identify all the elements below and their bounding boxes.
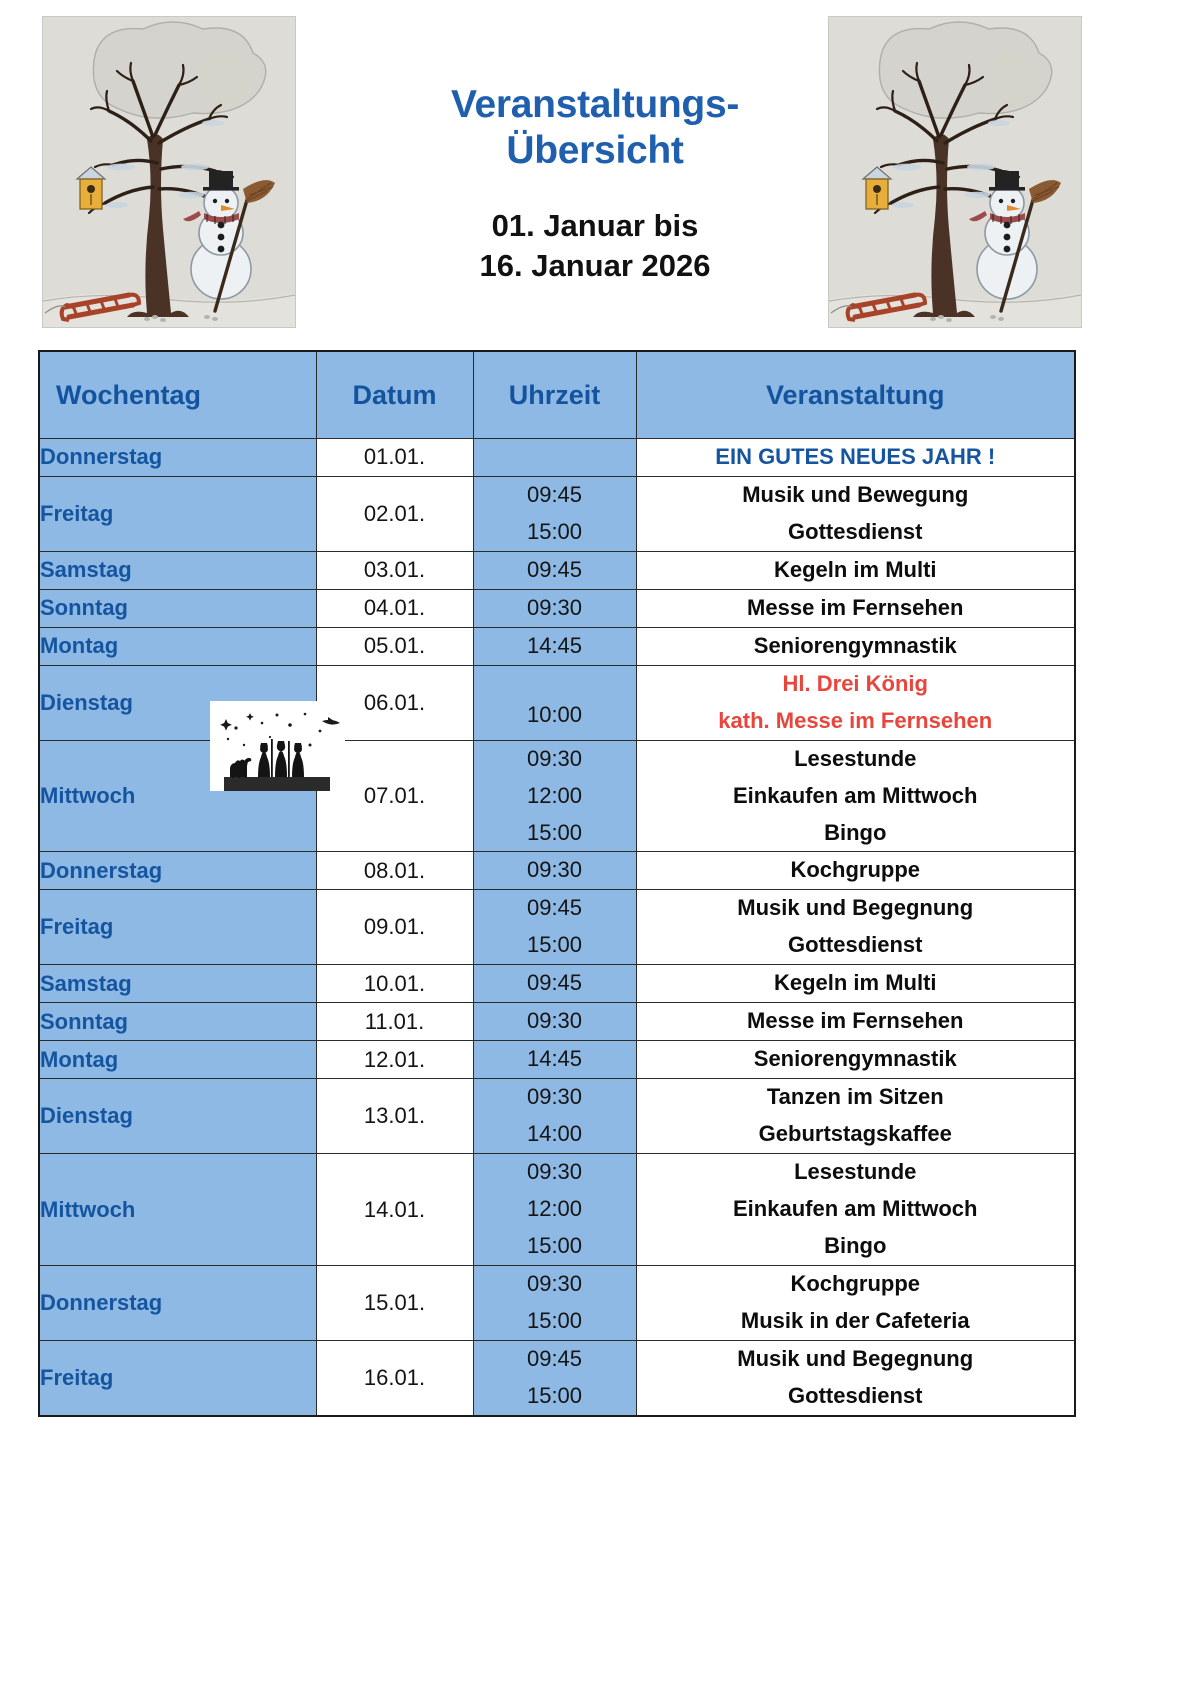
cell-event	[636, 1041, 1075, 1079]
time-entry: 09:45	[526, 556, 583, 582]
cell-weekday: Dienstag	[39, 665, 316, 740]
cell-event	[636, 1154, 1075, 1266]
table-row	[39, 551, 1075, 589]
table-row	[39, 965, 1075, 1003]
cell-date: 02.01.	[316, 476, 473, 551]
column-header-date: Datum	[316, 351, 473, 439]
cell-weekday: Samstag	[39, 551, 316, 589]
cell-time	[473, 1340, 636, 1415]
table-row	[39, 1003, 1075, 1041]
event-entry: Kegeln im Multi	[773, 556, 937, 582]
cell-event	[636, 1079, 1075, 1154]
time-entry: 15:00	[526, 1307, 583, 1333]
page-header	[0, 0, 1190, 340]
event-entry: kath. Messe im Fernsehen	[718, 707, 993, 733]
table-row	[39, 890, 1075, 965]
event-entry: Kochgruppe	[790, 857, 921, 883]
time-entry: 14:45	[526, 1046, 583, 1072]
event-entry: Musik und Begegnung	[737, 1345, 974, 1371]
table-row	[39, 439, 1075, 477]
cell-event	[636, 1265, 1075, 1340]
table-head	[39, 351, 1075, 439]
column-header-event: Veranstaltung	[636, 351, 1075, 439]
cell-time	[473, 852, 636, 890]
event-entry: Lesestunde	[794, 745, 917, 771]
cell-event	[636, 439, 1075, 477]
event-entry: Musik in der Cafeteria	[740, 1307, 970, 1333]
event-entry: Tanzen im Sitzen	[766, 1084, 944, 1110]
column-header-time: Uhrzeit	[473, 351, 636, 439]
cell-event	[636, 965, 1075, 1003]
time-entry: 15:00	[526, 518, 583, 544]
cell-event	[636, 589, 1075, 627]
cell-date: 04.01.	[316, 589, 473, 627]
table-row	[39, 1041, 1075, 1079]
table-row	[39, 476, 1075, 551]
title-block	[330, 82, 860, 287]
time-entry: 09:30	[526, 857, 583, 883]
cell-date: 13.01.	[316, 1079, 473, 1154]
time-entry: 09:30	[526, 594, 583, 620]
page-title-line1: Veranstaltungs-	[450, 83, 740, 126]
event-entry: Kegeln im Multi	[773, 970, 937, 996]
time-entry: 10:00	[526, 702, 583, 728]
cell-date: 03.01.	[316, 551, 473, 589]
cell-event	[636, 852, 1075, 890]
cell-date: 06.01.	[316, 665, 473, 740]
table-header-row	[39, 351, 1075, 439]
date-range-line2: 16. Januar 2026	[479, 248, 711, 284]
cell-date: 11.01.	[316, 1003, 473, 1041]
table-row	[39, 665, 1075, 740]
page-title-line2: Übersicht	[506, 129, 684, 173]
cell-time	[473, 627, 636, 665]
cell-time	[473, 1154, 636, 1266]
event-entry: Seniorengymnastik	[753, 1046, 957, 1072]
cell-date: 05.01.	[316, 627, 473, 665]
table-row	[39, 1340, 1075, 1415]
cell-weekday: Donnerstag	[39, 439, 316, 477]
cell-event	[636, 665, 1075, 740]
cell-event	[636, 1340, 1075, 1415]
date-range	[330, 206, 860, 287]
cell-date: 15.01.	[316, 1265, 473, 1340]
cell-event	[636, 740, 1075, 852]
cell-weekday: Montag	[39, 627, 316, 665]
event-entry: Gottesdienst	[788, 1382, 923, 1408]
cell-date: 14.01.	[316, 1154, 473, 1266]
event-entry: Bingo	[824, 1233, 887, 1259]
cell-weekday: Donnerstag	[39, 1265, 316, 1340]
cell-weekday: Freitag	[39, 476, 316, 551]
time-entry: 12:00	[526, 1196, 583, 1222]
cell-event	[636, 890, 1075, 965]
event-entry: EIN GUTES NEUES JAHR !	[715, 444, 996, 469]
cell-date: 07.01.	[316, 740, 473, 852]
time-entry: 12:00	[526, 782, 583, 808]
cell-weekday: Freitag	[39, 890, 316, 965]
time-entry: 15:00	[526, 819, 583, 845]
schedule-table-wrapper	[38, 350, 1074, 1417]
time-entry: 09:30	[526, 1084, 583, 1110]
column-header-weekday: Wochentag	[39, 351, 316, 439]
time-spacer	[474, 671, 636, 697]
table-row	[39, 1154, 1075, 1266]
cell-date: 16.01.	[316, 1340, 473, 1415]
cell-weekday: Mittwoch	[39, 1154, 316, 1266]
table-row	[39, 1265, 1075, 1340]
cell-time	[473, 965, 636, 1003]
table-row	[39, 740, 1075, 852]
time-entry: 09:45	[526, 481, 583, 507]
schedule-table	[38, 350, 1076, 1417]
cell-time	[473, 740, 636, 852]
cell-time	[473, 1041, 636, 1079]
event-entry: Einkaufen am Mittwoch	[733, 1196, 978, 1222]
time-entry: 15:00	[526, 1382, 583, 1408]
date-range-line1: 01. Januar bis	[491, 208, 699, 244]
cell-date: 08.01.	[316, 852, 473, 890]
event-entry: Messe im Fernsehen	[747, 1008, 964, 1034]
cell-date: 10.01.	[316, 965, 473, 1003]
event-entry: Kochgruppe	[790, 1270, 921, 1296]
cell-time	[473, 439, 636, 477]
time-entry: 09:45	[526, 1345, 583, 1371]
time-entry: 15:00	[526, 932, 583, 958]
time-entry: 09:30	[526, 1159, 583, 1185]
cell-time	[473, 890, 636, 965]
cell-time	[473, 551, 636, 589]
table-row	[39, 852, 1075, 890]
cell-weekday: Montag	[39, 1041, 316, 1079]
time-entry: 14:00	[526, 1121, 583, 1147]
event-entry: Bingo	[824, 819, 887, 845]
event-entry: Hl. Drei König	[782, 670, 928, 696]
cell-date: 09.01.	[316, 890, 473, 965]
table-row	[39, 589, 1075, 627]
event-entry: Einkaufen am Mittwoch	[733, 782, 978, 808]
event-entry: Musik und Bewegung	[742, 481, 969, 507]
time-entry: 09:45	[526, 895, 583, 921]
event-entry: Seniorengymnastik	[753, 632, 957, 658]
event-entry: Messe im Fernsehen	[747, 594, 964, 620]
page-title	[330, 82, 860, 174]
cell-weekday: Dienstag	[39, 1079, 316, 1154]
cell-date: 01.01.	[316, 439, 473, 477]
event-entry: Gottesdienst	[788, 932, 923, 958]
cell-weekday: Samstag	[39, 965, 316, 1003]
cell-time	[473, 589, 636, 627]
cell-weekday: Sonntag	[39, 1003, 316, 1041]
time-entry: 09:45	[526, 970, 583, 996]
table-body	[39, 439, 1075, 1416]
winter-scene-illustration-right	[828, 16, 1082, 328]
cell-weekday: Freitag	[39, 1340, 316, 1415]
cell-event	[636, 1003, 1075, 1041]
cell-event	[636, 627, 1075, 665]
cell-weekday: Mittwoch	[39, 740, 316, 852]
cell-time	[473, 1265, 636, 1340]
event-entry: Musik und Begegnung	[737, 895, 974, 921]
cell-time	[473, 665, 636, 740]
cell-time	[473, 476, 636, 551]
cell-date: 12.01.	[316, 1041, 473, 1079]
table-row	[39, 1079, 1075, 1154]
time-entry: 09:30	[526, 745, 583, 771]
time-entry: 15:00	[526, 1233, 583, 1259]
cell-time	[473, 1003, 636, 1041]
event-entry: Geburtstagskaffee	[758, 1121, 952, 1147]
time-entry: 09:30	[526, 1008, 583, 1034]
cell-weekday: Donnerstag	[39, 852, 316, 890]
time-entry: 14:45	[526, 632, 583, 658]
cell-time	[473, 1079, 636, 1154]
winter-scene-illustration-left	[42, 16, 296, 328]
event-entry: Lesestunde	[794, 1159, 917, 1185]
time-entry: 09:30	[526, 1270, 583, 1296]
cell-event	[636, 476, 1075, 551]
cell-event	[636, 551, 1075, 589]
cell-weekday: Sonntag	[39, 589, 316, 627]
event-entry: Gottesdienst	[788, 518, 923, 544]
table-row	[39, 627, 1075, 665]
